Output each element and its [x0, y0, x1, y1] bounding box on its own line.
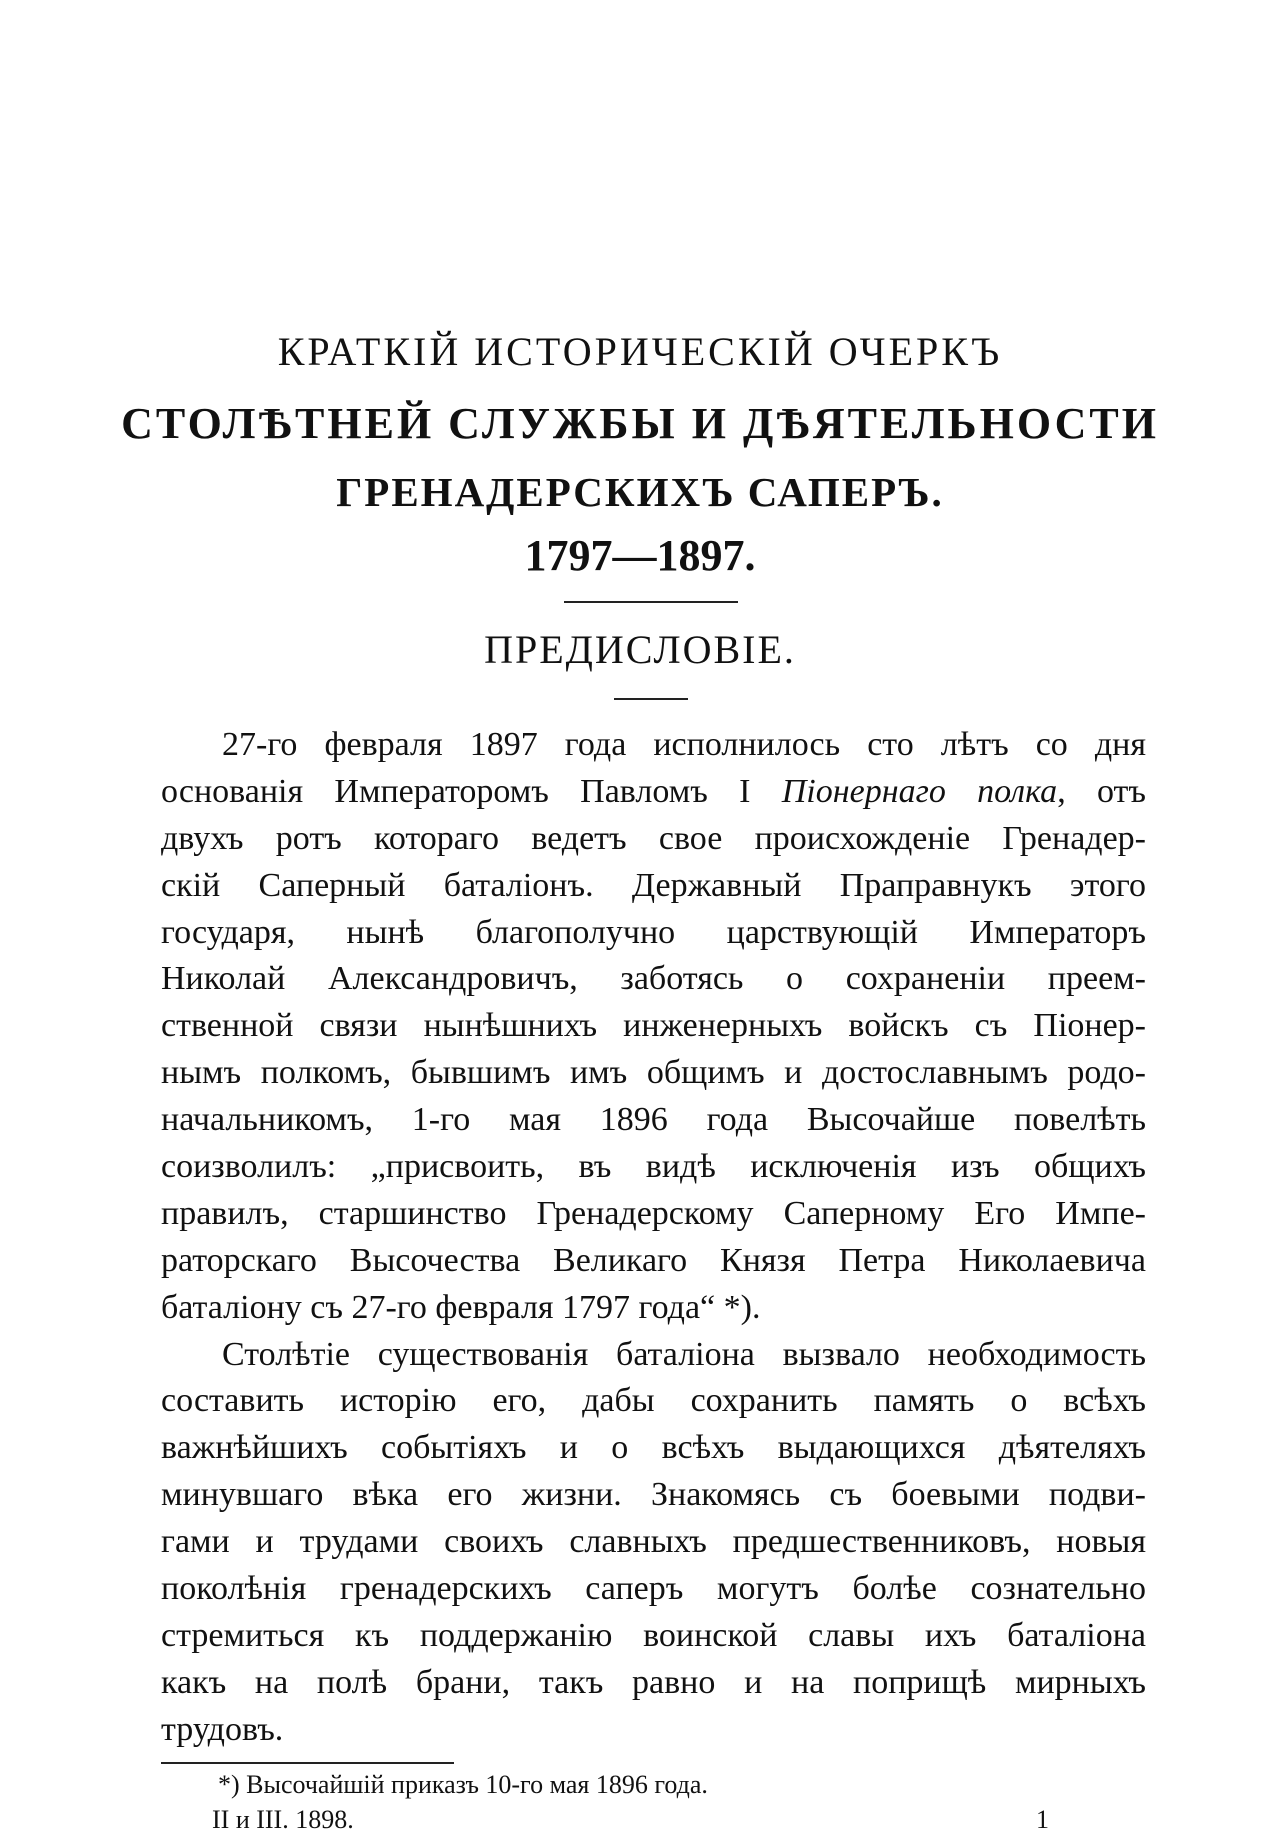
footnote-divider	[161, 1762, 454, 1764]
text-line: ственной связи нынѣшнихъ инженерныхъ войскъ съ Піонер-	[161, 1007, 1146, 1045]
text-line: стремиться къ поддержанію воинской славы ихъ баталіона	[161, 1616, 1146, 1654]
text-line: важнѣйшихъ событіяхъ и о всѣхъ выдающихся дѣятеляхъ	[161, 1429, 1146, 1467]
title-line-1: КРАТКІЙ ИСТОРИЧЕСКІЙ ОЧЕРКЪ	[277, 329, 1003, 374]
text-line: минувшаго вѣка его жизни. Знакомясь съ боевыми подви-	[161, 1476, 1146, 1514]
body-text	[161, 722, 1146, 1754]
printer-signature: II и III. 1898.	[212, 1805, 354, 1834]
text-line: нымъ полкомъ, бывшимъ имъ общимъ и достославнымъ родо-	[161, 1054, 1146, 1092]
text-line: правилъ, старшинство Гренадерскому Саперному Его Импе-	[161, 1194, 1146, 1232]
text-line: какъ на полѣ брани, такъ равно и на поприщѣ мирныхъ	[161, 1663, 1146, 1701]
title-line-3: ГРЕНАДЕРСКИХЪ САПЕРЪ.	[336, 469, 944, 515]
italic-regiment-name: Піонернаго полка	[781, 772, 1058, 810]
text-line: 27-го февраля 1897 года исполнилось сто лѣтъ со дня	[222, 726, 1146, 763]
title-line-2: СТОЛѢТНЕЙ СЛУЖБЫ И ДѢЯТЕЛЬНОСТИ	[121, 399, 1159, 448]
text-line: скій Саперный баталіонъ. Державный Праправнукъ этого	[161, 866, 1146, 904]
text-line: раторскаго Высочества Великаго Князя Петра Николаевича	[161, 1241, 1146, 1279]
text-line: трудовъ.	[161, 1710, 284, 1748]
footnote: *) Высочайшій приказъ 10-го мая 1896 года.	[218, 1770, 708, 1799]
text-line	[161, 769, 1146, 816]
text-line: двухъ ротъ котораго ведетъ свое происхожденіе Гренадер-	[161, 819, 1146, 857]
text-line: Николай Александровичъ, заботясь о сохраненіи преем-	[161, 960, 1146, 998]
text-span: , отъ	[1057, 772, 1146, 810]
title-years: 1797—1897.	[524, 531, 756, 580]
text-line: Столѣтіе существованія баталіона вызвало необходимость	[222, 1335, 1146, 1373]
section-title: ПРЕДИСЛОВІЕ.	[484, 627, 796, 672]
page-number: 1	[1036, 1805, 1049, 1834]
text-line: гами и трудами своихъ славныхъ предшественниковъ, новыя	[161, 1523, 1146, 1561]
text-line: поколѣнія гренадерскихъ саперъ могутъ болѣе сознательно	[161, 1570, 1146, 1608]
text-line: государя, нынѣ благополучно царствующій Императоръ	[161, 913, 1146, 951]
text-line: баталіону съ 27-го февраля 1797 года“ *).	[161, 1288, 761, 1326]
text-line: составить исторію его, дабы сохранить память о всѣхъ	[161, 1382, 1146, 1420]
title-divider	[564, 601, 738, 603]
text-line: начальникомъ, 1-го мая 1896 года Высочайше повелѣть	[161, 1101, 1146, 1139]
section-divider	[614, 698, 688, 700]
text-line: соизволилъ: „присвоить, въ видѣ исключенія изъ общихъ	[161, 1148, 1146, 1186]
text-span: основанія Императоромъ Павломъ I	[161, 772, 751, 810]
